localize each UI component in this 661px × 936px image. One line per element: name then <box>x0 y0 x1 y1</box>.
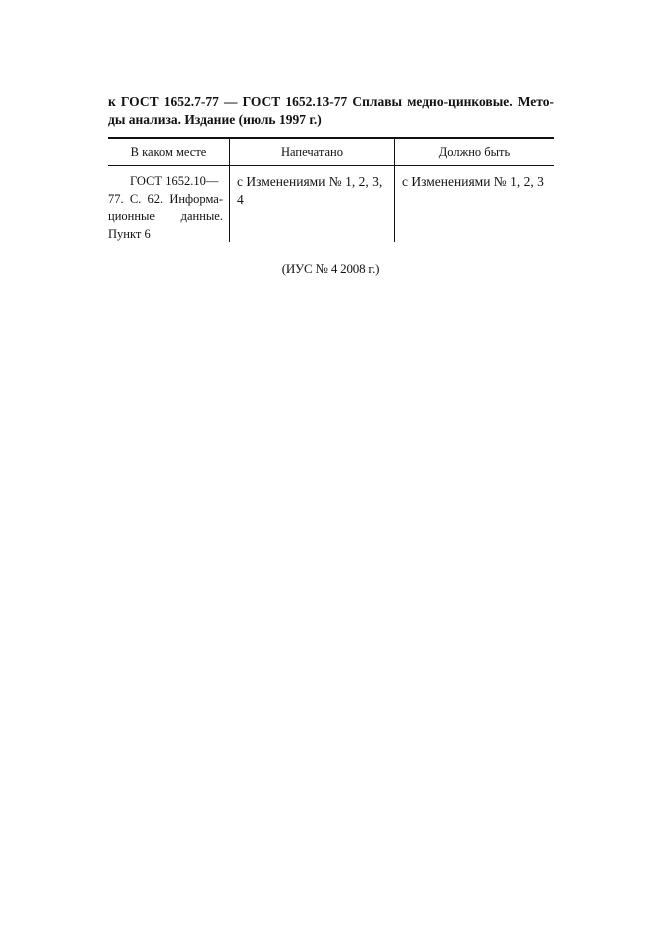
source-note: (ИУС № 4 2008 г.) <box>281 261 380 276</box>
header-should-be: Должно быть <box>394 139 554 165</box>
header-where: В каком месте <box>130 145 207 159</box>
heading-line-1: к ГОСТ 1652.7-77 — ГОСТ 1652.13-77 Сплавы медно-цинковые. Мето- <box>108 94 554 109</box>
cell-should-be: с Изменениями № 1, 2, 3 <box>394 166 554 242</box>
table-row <box>108 166 554 242</box>
cell-printed: с Изменениями № 1, 2, 3, 4 <box>229 166 394 242</box>
cell-where <box>108 166 229 242</box>
corrections-table <box>108 137 554 242</box>
cell-where-line1: ГОСТ 1652.10— <box>130 174 219 188</box>
header-printed: Напечатано <box>229 139 394 165</box>
cell-where-rest: 77. С. 62. Информа-ционные данные. Пункт 6 <box>108 191 223 241</box>
erratum-heading <box>108 93 554 129</box>
heading-line-2: ды анализа. Издание (июль 1997 г.) <box>108 112 322 127</box>
table-header-row <box>108 139 554 165</box>
